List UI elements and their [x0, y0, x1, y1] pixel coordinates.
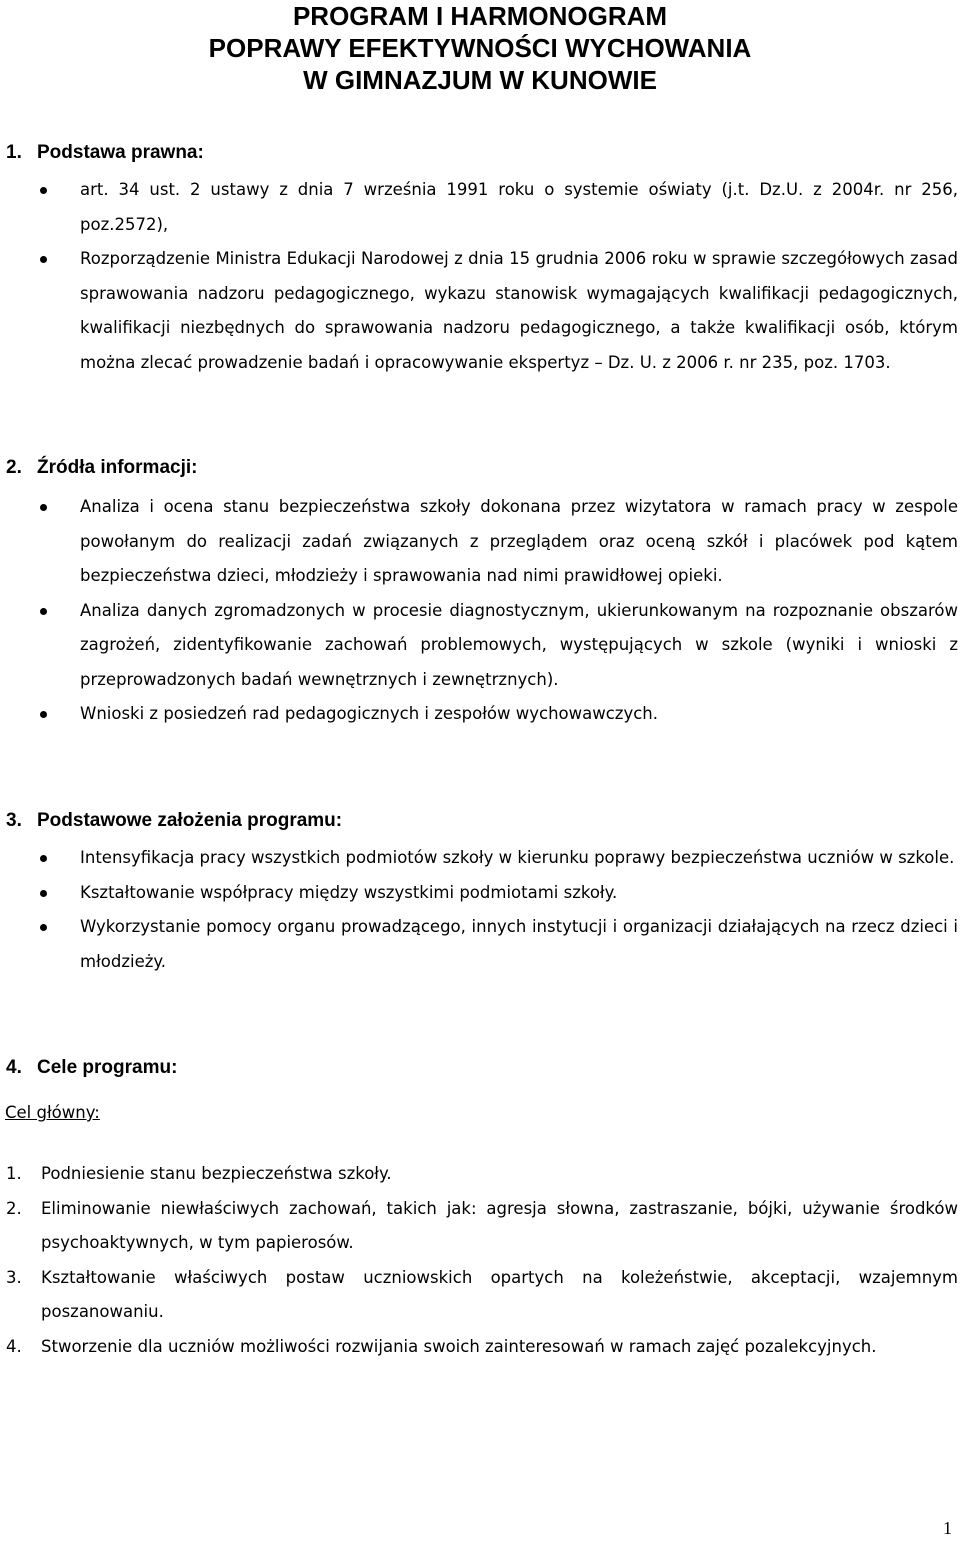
goal-item	[0, 1157, 960, 1192]
main-goal-label: Cel główny:	[5, 1103, 100, 1122]
goal-text: Eliminowanie niewłaściwych zachowań, takich jak: agresja słowna, zastraszanie, bójki, używanie środków psychoaktywnych, w tym papierosów.	[41, 1198, 958, 1252]
list-item	[0, 910, 960, 979]
section-number: 1.	[6, 142, 22, 163]
list-item-text: Analiza i ocena stanu bezpieczeństwa szkoły dokonana przez wizytatora w ramach pracy w zespole powołanym do realizacji zadań związanych z przeglądem oraz oceną szkół i placówek pod kątem bezpieczeństwa dzieci, młodzieży i sprawowania nad nimi prawidłowej opieki.	[80, 497, 958, 585]
bullet-icon	[40, 256, 47, 263]
information-sources-list	[0, 490, 960, 732]
legal-basis-list	[0, 173, 960, 380]
bullet-icon	[40, 924, 47, 931]
list-item	[0, 490, 960, 594]
title-line-3: W GIMNAZJUM W KUNOWIE	[303, 65, 657, 95]
bullet-icon	[40, 608, 47, 615]
section-title: Podstawa prawna:	[37, 142, 204, 163]
goals-list	[0, 1157, 960, 1364]
page-number: 1	[943, 1518, 952, 1538]
list-item	[0, 594, 960, 698]
goal-item	[0, 1192, 960, 1261]
section-heading-program-goals	[6, 1057, 177, 1079]
section-heading-information-sources	[6, 457, 197, 479]
goal-number: 4.	[6, 1336, 22, 1356]
section-number: 4.	[6, 1057, 22, 1078]
list-item-text: Wnioski z posiedzeń rad pedagogicznych i zespołów wychowawczych.	[80, 704, 658, 723]
section-number: 2.	[6, 457, 22, 478]
program-assumptions-list	[0, 841, 960, 979]
goal-number: 1.	[6, 1164, 22, 1183]
section-heading-program-assumptions	[6, 810, 342, 832]
section-number: 3.	[6, 810, 22, 831]
title-line-1: PROGRAM I HARMONOGRAM	[292, 1, 668, 31]
bullet-icon	[40, 855, 47, 862]
bullet-icon	[40, 890, 47, 897]
section-title: Źródła informacji:	[37, 457, 198, 478]
list-item	[0, 242, 960, 380]
bullet-icon	[40, 504, 47, 511]
goal-number: 3.	[6, 1267, 22, 1287]
list-item-text: Intensyfikacja pracy wszystkich podmiotów szkoły w kierunku poprawy bezpieczeństwa uczniów w szkole.	[80, 848, 955, 867]
goal-text: Stworzenie dla uczniów możliwości rozwijania swoich zainteresowań w ramach zajęć pozalekcyjnych.	[41, 1336, 877, 1356]
goal-text: Kształtowanie właściwych postaw uczniowskich opartych na koleżeństwie, akceptacji, wzajemnym poszanowaniu.	[41, 1267, 958, 1321]
list-item-text: art. 34 ust. 2 ustawy z dnia 7 września 1991 roku o systemie oświaty (j.t. Dz.U. z 2004r. nr 256, poz.2572),	[80, 180, 958, 234]
document-title	[0, 0, 960, 96]
bullet-icon	[40, 187, 47, 194]
section-title: Cele programu:	[37, 1057, 178, 1078]
title-line-2: POPRAWY EFEKTYWNOŚCI WYCHOWANIA	[208, 33, 752, 63]
section-heading-legal-basis	[6, 142, 204, 164]
list-item-text: Analiza danych zgromadzonych w procesie diagnostycznym, ukierunkowanym na rozpoznanie obszarów zagrożeń, zidentyfikowanie zachowań problemowych, występujących w szkole (wyniki i wnioski z przeprowadzonych badań wewnętrznych i zewnętrznych).	[80, 600, 958, 689]
goal-text: Podniesienie stanu bezpieczeństwa szkoły.	[41, 1164, 392, 1183]
list-item	[0, 173, 960, 242]
goal-item	[0, 1330, 960, 1365]
goal-number: 2.	[6, 1198, 22, 1218]
list-item-text: Kształtowanie współpracy między wszystkimi podmiotami szkoły.	[80, 882, 618, 902]
list-item	[0, 841, 960, 876]
list-item-text: Wykorzystanie pomocy organu prowadzącego, innych instytucji i organizacji działających na rzecz dzieci i młodzieży.	[80, 917, 958, 971]
list-item	[0, 876, 960, 911]
bullet-icon	[40, 711, 47, 718]
section-title: Podstawowe założenia programu:	[37, 810, 343, 831]
list-item-text: Rozporządzenie Ministra Edukacji Narodowej z dnia 15 grudnia 2006 roku w sprawie szczegółowych zasad sprawowania nadzoru pedagogicznego, wykazu stanowisk wymagających kwalifikacji pedagogicznych, kwalifikacji niezbędnych do sprawowania nadzoru pedagogicznego, a także kwalifikacji osób, którym można zlecać prowadzenie badań i opracowywanie ekspertyz – Dz. U. z 2006 r. nr 235, poz. 1703.	[80, 249, 958, 372]
list-item	[0, 697, 960, 732]
goal-item	[0, 1261, 960, 1330]
